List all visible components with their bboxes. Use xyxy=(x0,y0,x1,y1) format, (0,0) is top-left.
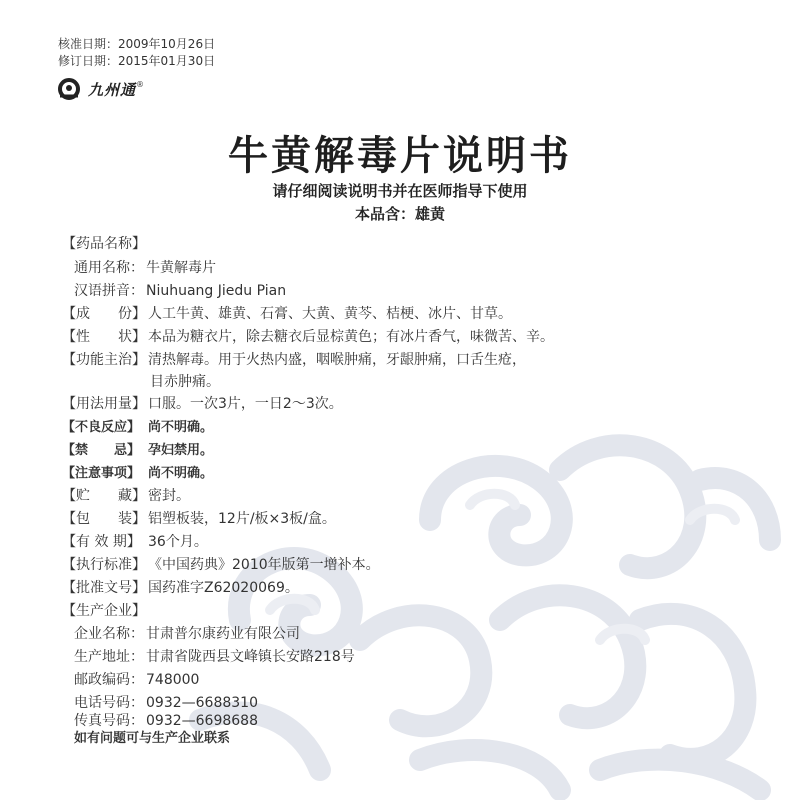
generic-name-value: 牛黄解毒片 xyxy=(146,260,216,276)
pinyin-label: 汉语拼音： xyxy=(74,283,144,299)
generic-name-label: 通用名称： xyxy=(74,260,144,276)
drug-name-header: 【药品名称】 xyxy=(62,236,146,252)
brand-swirl-icon xyxy=(58,78,86,100)
brand-name: 九州通 xyxy=(88,80,137,99)
address-row xyxy=(74,646,355,666)
character-row xyxy=(62,326,554,346)
manufacturer-header: 【生产企业】 xyxy=(62,603,146,619)
caution-value: 尚不明确。 xyxy=(148,466,214,481)
storage-value: 密封。 xyxy=(148,488,190,504)
contains-notice: 本品含：雄黄 xyxy=(354,205,445,223)
approval-number-label: 【批准文号】 xyxy=(62,580,146,596)
contact-note: 如有问题可与生产企业联系 xyxy=(74,731,231,746)
storage-row xyxy=(62,485,190,505)
composition-value: 人工牛黄、雄黄、石膏、大黄、黄芩、桔梗、冰片、甘草。 xyxy=(148,306,512,322)
contraindication-label: 【禁 忌】 xyxy=(62,443,141,458)
dosage-label: 【用法用量】 xyxy=(62,396,146,412)
phone-label: 电话号码： xyxy=(74,695,144,711)
validity-label: 【有 效 期】 xyxy=(62,534,141,550)
revision-date: 修订日期：2015年01月30日 xyxy=(58,54,216,68)
composition-row xyxy=(62,303,512,323)
standard-label: 【执行标准】 xyxy=(62,557,146,573)
pinyin-value: Niuhuang Jiedu Pian xyxy=(146,283,287,299)
dosage-value: 口服。一次3片，一日2～3次。 xyxy=(148,396,343,412)
fax-value: 0932—6698688 xyxy=(146,713,258,729)
company-value: 甘肃普尔康药业有限公司 xyxy=(146,626,300,642)
validity-value: 36个月。 xyxy=(148,534,208,550)
adverse-reaction-value: 尚不明确。 xyxy=(148,420,214,435)
company-row xyxy=(74,623,300,643)
validity-row xyxy=(62,531,208,551)
phone-row xyxy=(74,692,258,712)
postcode-value: 748000 xyxy=(146,672,200,688)
indication-value: 清热解毒。用于火热内盛，咽喉肿痛，牙龈肿痛，口舌生疮， xyxy=(148,352,526,368)
adverse-reaction-row xyxy=(62,416,213,435)
usage-notice: 请仔细阅读说明书并在医师指导下使用 xyxy=(272,182,528,200)
package-value: 铝塑板装，12片/板×3板/盒。 xyxy=(148,511,336,527)
contraindication-row xyxy=(62,439,213,458)
storage-label: 【贮 藏】 xyxy=(62,488,146,504)
contraindication-value: 孕妇禁用。 xyxy=(148,443,214,458)
document-title: 牛黄解毒片说明书 xyxy=(228,133,572,179)
brand-logo xyxy=(58,78,144,100)
caution-label: 【注意事项】 xyxy=(62,466,141,481)
address-value: 甘肃省陇西县文峰镇长安路218号 xyxy=(146,649,355,665)
approval-dates xyxy=(58,36,215,70)
adverse-reaction-label: 【不良反应】 xyxy=(62,420,141,435)
address-label: 生产地址： xyxy=(74,649,144,665)
phone-value: 0932—6688310 xyxy=(146,695,258,711)
approval-number-value: 国药准字Z62020069。 xyxy=(148,580,299,596)
character-label: 【性 状】 xyxy=(62,329,146,345)
fax-label: 传真号码： xyxy=(74,713,144,729)
standard-value: 《中国药典》2010年版第一增补本。 xyxy=(148,557,380,573)
postcode-row xyxy=(74,669,199,689)
package-label: 【包 装】 xyxy=(62,511,146,527)
composition-label: 【成 份】 xyxy=(62,306,146,322)
character-value: 本品为糖衣片，除去糖衣后显棕黄色；有冰片香气，味微苦、辛。 xyxy=(148,329,554,345)
standard-row xyxy=(62,554,380,574)
company-label: 企业名称： xyxy=(74,626,144,642)
approval-number-row xyxy=(62,577,299,597)
approval-date: 核准日期：2009年10月26日 xyxy=(58,37,216,51)
pinyin-row xyxy=(74,280,286,300)
generic-name-row xyxy=(74,257,216,277)
indication-value-continued: 目赤肿痛。 xyxy=(150,374,220,390)
indication-label: 【功能主治】 xyxy=(62,352,146,368)
package-row xyxy=(62,508,336,528)
postcode-label: 邮政编码： xyxy=(74,672,144,688)
dosage-row xyxy=(62,393,343,413)
indication-row xyxy=(62,349,526,369)
caution-row xyxy=(62,462,213,481)
registered-mark: ® xyxy=(136,79,145,89)
